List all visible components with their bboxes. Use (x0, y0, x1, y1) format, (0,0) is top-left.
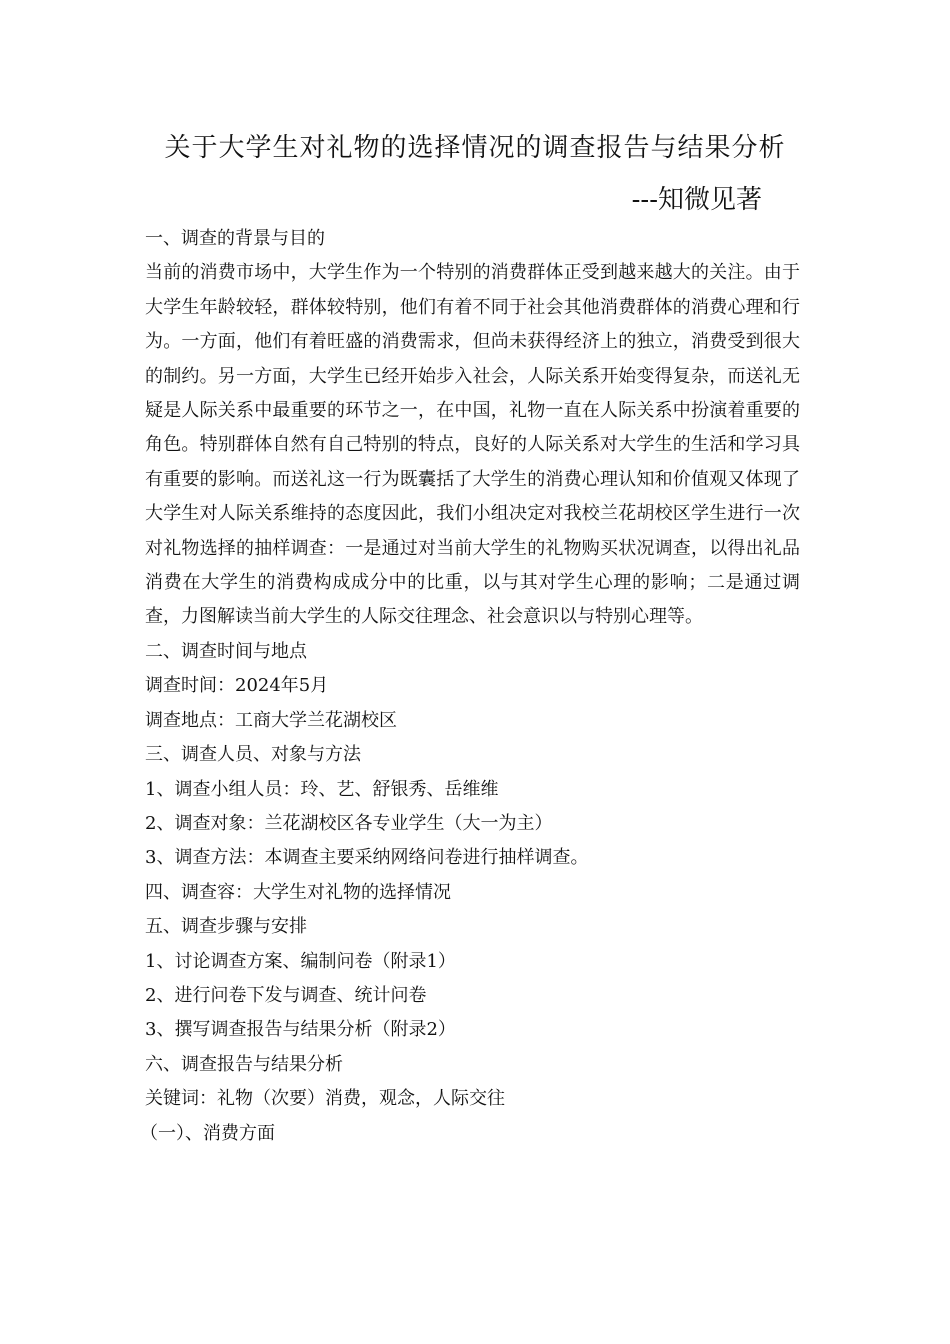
survey-method: 3、调查方法：本调查主要采纳网络问卷进行抽样调查。 (145, 847, 589, 869)
document-body (140, 222, 800, 1151)
section-heading-content: 四、调查容：大学生对礼物的选择情况 (145, 881, 451, 903)
section-heading-people-method: 三、调查人员、对象与方法 (145, 744, 361, 766)
document-author: ---知微见著 (631, 185, 762, 215)
section-heading-results: 六、调查报告与结果分析 (145, 1053, 343, 1075)
survey-subjects: 2、调查对象：兰花湖校区各专业学生（大一为主） (145, 812, 553, 834)
section-heading-background: 一、调查的背景与目的 (145, 228, 325, 249)
survey-team: 1、调查小组人员：玲、艺、舒银秀、岳维维 (145, 778, 499, 800)
document-title: 关于大学生对礼物的选择情况的调查报告与结果分析 (164, 133, 786, 163)
step-item-2: 2、进行问卷下发与调查、统计问卷 (145, 984, 427, 1006)
step-item-3: 3、撰写调查报告与结果分析（附录2） (145, 1019, 456, 1041)
subsection-heading-consumption: （一）、消费方面 (140, 1122, 275, 1144)
keywords: 关键词：礼物（次要）消费，观念，人际交往 (145, 1088, 505, 1110)
step-item-1: 1、讨论调查方案、编制问卷（附录1） (145, 950, 456, 972)
section-heading-time-place: 二、调查时间与地点 (145, 640, 307, 662)
background-paragraph: 当前的消费市场中，大学生作为一个特别的消费群体正受到越来越大的关注。由于大学生年龄较轻，群体较特别，他们有着不同于社会其他消费群体的消费心理和行为。一方面，他们有着旺盛的消费需求，但尚未获得经济上的独立，消费受到很大的制约。另一方面，大学生已经开始步入社会，人际关系开始变得复杂，而送礼无疑是人际关系中最重要的环节之一，在中国，礼物一直在人际关系中扮演着重要的角色。特别群体自然有自己特别的特点，良好的人际关系对大学生的生活和学习具有重要的影响。而送礼这一行为既囊括了大学生的消费心理认知和价值观又体现了大学生对人际关系维持的态度因此，我们小组决定对我校兰花胡校区学生进行一次对礼物选择的抽样调查：一是通过对当前大学生的礼物购买状况调查，以得出礼品消费在大学生的消费构成成分中的比重，以与其对学生心理的影响；二是通过调查，力图解读当前大学生的人际交往理念、社会意识以与特别心理等。 (145, 262, 800, 628)
survey-place: 调查地点：工商大学兰花湖校区 (145, 709, 397, 731)
section-heading-steps: 五、调查步骤与安排 (145, 916, 307, 938)
survey-time: 调查时间：2024年5月 (145, 675, 329, 697)
